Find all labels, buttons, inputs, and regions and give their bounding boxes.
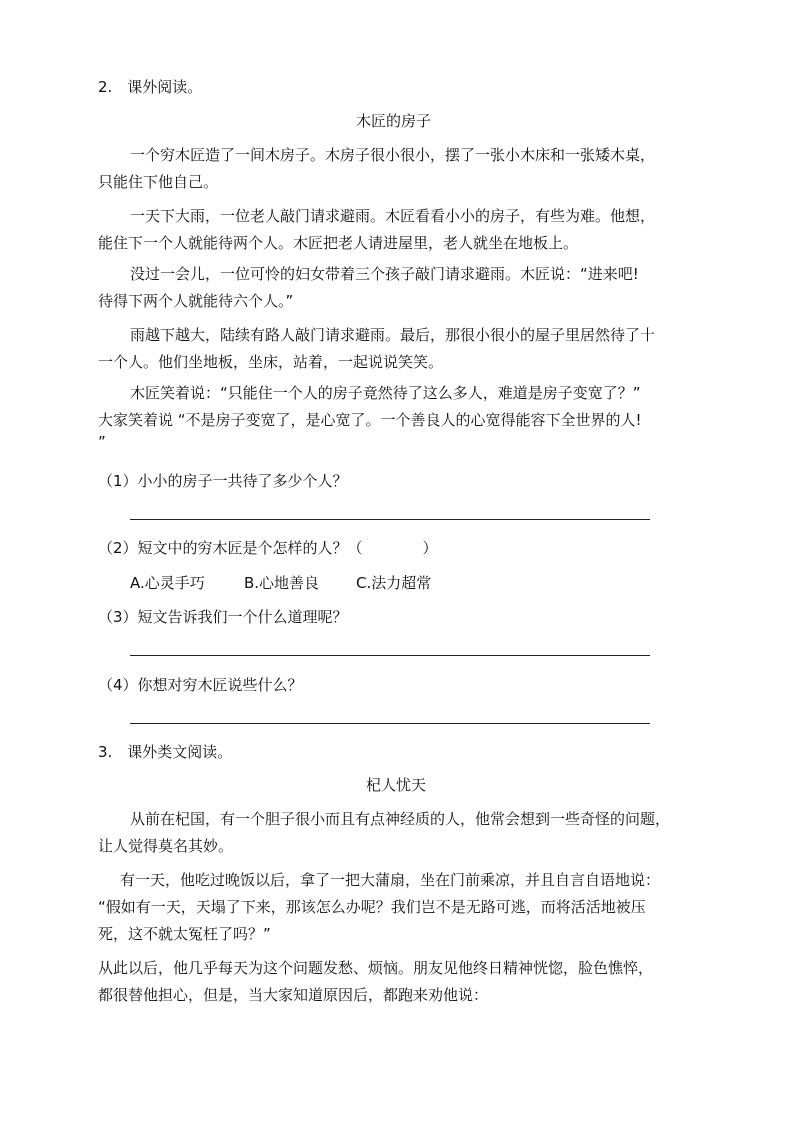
q2-paragraph-2-line-1: 一天下大雨，一位老人敲门请求避雨。木匠看看小小的房子，有些为难。他想， [130,207,656,225]
q3-paragraph-2-line-2: “假如有一天，天塌了下来，那该怎么办呢？我们岂不是无路可逃，而将活活地被压 [98,898,646,916]
answer-line-q1[interactable] [130,519,650,520]
q2-paragraph-1-line-2: 只能住下他自己。 [98,173,219,191]
q2-paragraph-2-line-2: 能住下一个人就能待两个人。木匠把老人请进屋里，老人就坐在地板上。 [98,234,579,252]
q2-paragraph-3-line-2: 待得下两个人就能待六个人。” [98,292,294,310]
option-a: A.心灵手巧 [130,574,205,592]
answer-line-q3[interactable] [130,655,650,656]
q2-question-2: （2）短文中的穷木匠是个怎样的人？（ ） [98,539,438,557]
q2-story-title: 木匠的房子 [356,112,432,130]
q2-paragraph-3-line-1: 没过一会儿，一位可怜的妇女带着三个孩子敲门请求避雨。木匠说：“进来吧! [130,265,639,283]
q2-paragraph-5-line-3: ” [98,433,106,451]
q3-paragraph-2-line-1: 有一天，他吃过晚饭以后，拿了一把大蒲扇，坐在门前乘凉，并且自言自语地说： [120,871,661,889]
q3-paragraph-3-line-1: 从此以后，他几乎每天为这个问题发愁、烦恼。朋友见他终日精神恍惚，脸色憔悴， [98,959,654,977]
q2-question-4: （4）你想对穷木匠说些什么？ [98,676,303,694]
q3-paragraph-3-line-2: 都很替他担心，但是，当大家知道原因后，都跑来劝他说： [98,986,489,1004]
option-c: C.法力超常 [356,574,432,592]
answer-line-q4[interactable] [130,723,650,724]
option-b: B.心地善良 [244,574,320,592]
q3-heading: 3. 课外类文阅读。 [98,743,233,761]
q2-paragraph-4-line-1: 雨越下越大，陆续有路人敲门请求避雨。最后，那很小很小的屋子里居然待了十 [130,326,656,344]
q2-paragraph-1-line-1: 一个穷木匠造了一间木房子。木房子很小很小，摆了一张小木床和一张矮木桌， [130,146,656,164]
q3-story-title: 杞人忧天 [366,776,427,794]
q2-heading: 2. 课外阅读。 [98,78,203,96]
q3-paragraph-2-line-3: 死，这不就太冤枉了吗？” [98,925,271,943]
q2-paragraph-5-line-2: 大家笑着说 “不是房子变宽了，是心宽了。一个善良人的心宽得能容下全世界的人! [98,411,642,429]
q2-question-1: （1）小小的房子一共待了多少个人？ [98,472,348,490]
q2-question-3: （3）短文告诉我们一个什么道理呢？ [98,608,348,626]
q3-paragraph-1-line-2: 让人觉得莫名其妙。 [98,837,234,855]
q2-paragraph-5-line-1: 木匠笑着说：“只能住一个人的房子竟然待了这么多人，难道是房子变宽了？” [130,384,641,402]
q2-paragraph-4-line-2: 一个人。他们坐地板，坐床，站着，一起说说笑笑。 [98,353,444,371]
q3-paragraph-1-line-1: 从前在杞国，有一个胆子很小而且有点神经质的人，他常会想到一些奇怪的问题， [130,810,671,828]
